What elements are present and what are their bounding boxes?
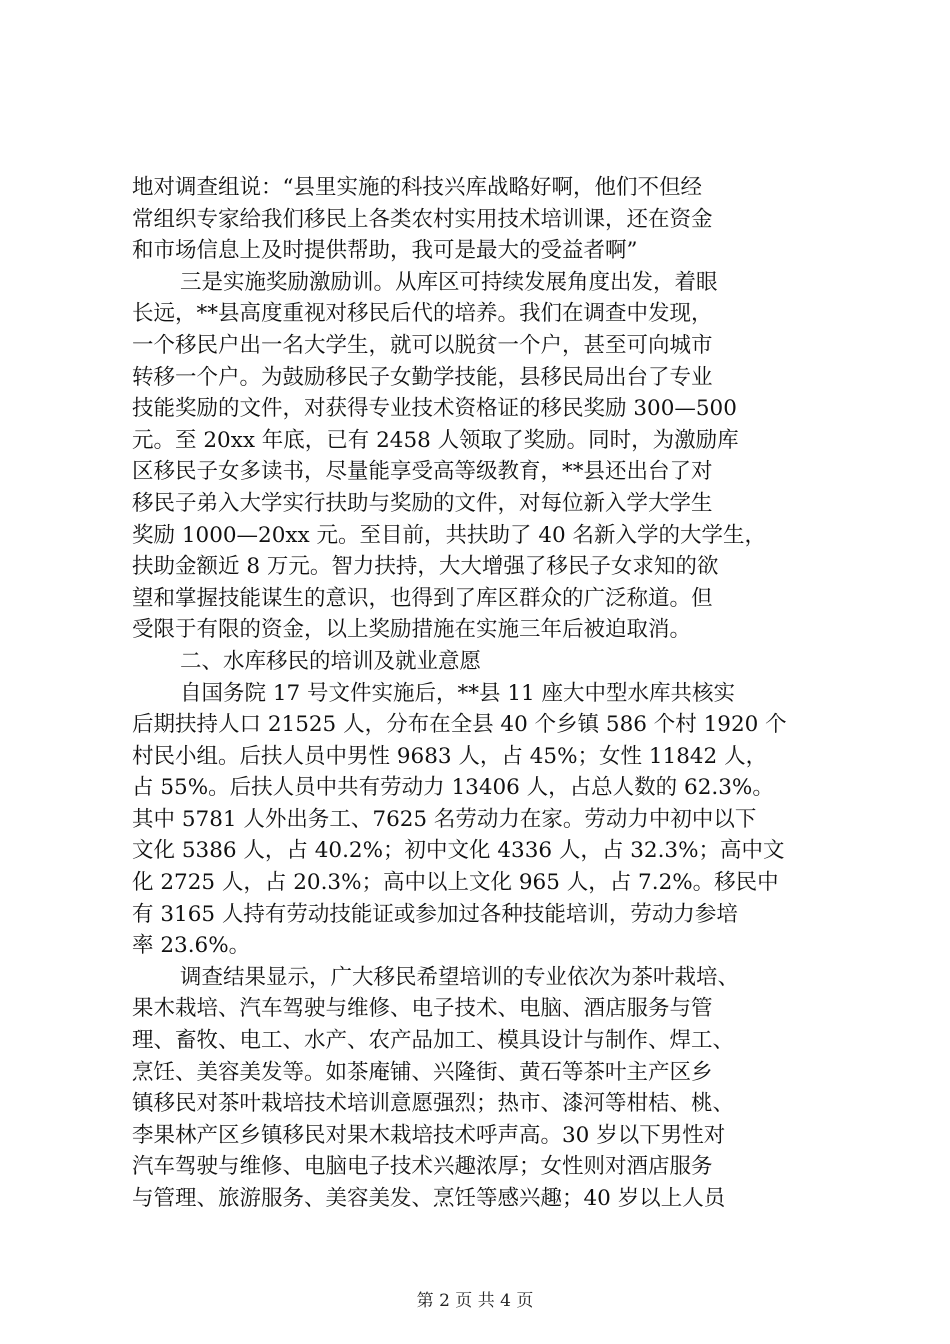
paragraph-first-line: 调查结果显示，广大移民希望培训的专业依次为茶叶栽培、 bbox=[180, 964, 740, 990]
text-line: 望和掌握技能谋生的意识，也得到了库区群众的广泛称道。但 bbox=[132, 585, 713, 611]
text-line: 化 2725 人，占 20.3%；高中以上文化 965 人，占 7.2%。移民中 bbox=[132, 870, 779, 896]
text-line: 和市场信息上及时提供帮助，我可是最大的受益者啊” bbox=[132, 238, 638, 264]
text-line: 与管理、旅游服务、美容美发、烹饪等感兴趣；40 岁以上人员 bbox=[132, 1186, 726, 1211]
text-line: 常组织专家给我们移民上各类农村实用技术培训课，还在资金 bbox=[132, 206, 713, 232]
text-line: 技能奖励的文件，对获得专业技术资格证的移民奖励 300—500 bbox=[132, 396, 737, 422]
paragraph-first-line: 三是实施奖励激励训。从库区可持续发展角度出发，着眼 bbox=[180, 269, 718, 295]
text-line: 奖励 1000—20xx 元。至目前，共扶助了 40 名新入学的大学生， bbox=[132, 522, 767, 548]
text-line: 转移一个户。为鼓励移民子女勤学技能，县移民局出台了专业 bbox=[132, 364, 713, 390]
text-line: 有 3165 人持有劳动技能证或参加过各种技能培训，劳动力参培 bbox=[132, 901, 738, 927]
text-line: 受限于有限的资金，以上奖励措施在实施三年后被迫取消。 bbox=[132, 617, 692, 643]
text-line: 其中 5781 人外出务工、7625 名劳动力在家。劳动力中初中以下 bbox=[132, 806, 757, 832]
section-heading: 二、水库移民的培训及就业意愿 bbox=[180, 648, 482, 674]
text-line: 村民小组。后扶人员中男性 9683 人，占 45%；女性 11842 人， bbox=[132, 743, 768, 769]
text-line: 元。至 20xx 年底，已有 2458 人领取了奖励。同时，为激励库 bbox=[132, 427, 739, 453]
text-line: 后期扶持人口 21525 人，分布在全县 40 个乡镇 586 个村 1920 个 bbox=[132, 712, 787, 738]
text-line: 镇移民对茶叶栽培技术培训意愿强烈；热市、漆河等柑桔、桃、 bbox=[132, 1091, 735, 1117]
text-line: 李果林产区乡镇移民对果木栽培技术呼声高。30 岁以下男性对 bbox=[132, 1122, 726, 1148]
text-line: 果木栽培、汽车驾驶与维修、电子技术、电脑、酒店服务与管 bbox=[132, 996, 713, 1022]
text-line: 区移民子女多读书，尽量能享受高等级教育，**县还出台了对 bbox=[132, 459, 713, 485]
text-line: 长远，**县高度重视对移民后代的培养。我们在调查中发现， bbox=[132, 301, 713, 327]
text-line: 扶助金额近 8 万元。智力扶持，大大增强了移民子女求知的欲 bbox=[132, 554, 719, 580]
text-line: 一个移民户出一名大学生，就可以脱贫一个户，甚至可向城市 bbox=[132, 332, 713, 358]
text-line: 地对调查组说：“县里实施的科技兴库战略好啊，他们不但经 bbox=[132, 175, 702, 200]
body-text bbox=[132, 172, 832, 1215]
text-line: 烹饪、美容美发等。如茶庵铺、兴隆街、黄石等茶叶主产区乡 bbox=[132, 1059, 713, 1085]
text-line: 文化 5386 人，占 40.2%；初中文化 4336 人，占 32.3%；高中文 bbox=[132, 838, 785, 864]
page-footer bbox=[0, 1291, 950, 1311]
text-line: 率 23.6%。 bbox=[132, 933, 251, 959]
text-line: 占 55%。后扶人员中共有劳动力 13406 人，占总人数的 62.3%。 bbox=[132, 775, 774, 801]
paragraph-first-line: 自国务院 17 号文件实施后，**县 11 座大中型水库共核实 bbox=[180, 680, 736, 706]
page-number: 第 2 页 共 4 页 bbox=[416, 1291, 534, 1311]
text-line: 汽车驾驶与维修、电脑电子技术兴趣浓厚；女性则对酒店服务 bbox=[132, 1154, 713, 1180]
text-line: 移民子弟入大学实行扶助与奖励的文件，对每位新入学大学生 bbox=[132, 490, 713, 516]
text-line: 理、畜牧、电工、水产、农产品加工、模具设计与制作、焊工、 bbox=[132, 1028, 735, 1054]
